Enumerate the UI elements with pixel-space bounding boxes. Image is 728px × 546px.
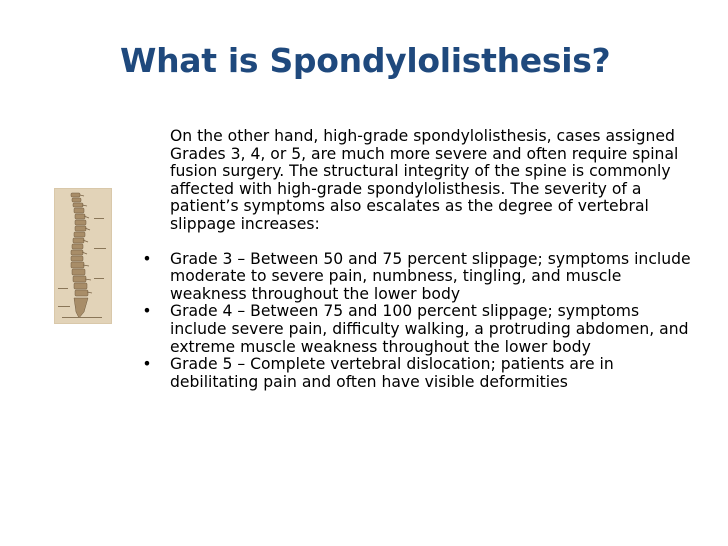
list-item-text: Grade 4 – Between 75 and 100 percent slippage; symptoms include severe pain, difficulty walking, a protruding abdomen, and extreme muscle weakness throughout the lower body	[170, 302, 689, 356]
bullet-icon: •	[142, 249, 152, 268]
slide-title: What is Spondylolisthesis?	[120, 41, 611, 80]
grade-list	[140, 251, 700, 392]
slide-body	[140, 128, 700, 391]
bullet-icon: •	[142, 302, 152, 321]
list-item	[140, 356, 700, 391]
list-item-text: Grade 5 – Complete vertebral dislocation; patients are in debilitating pain and often have visible deformities	[170, 355, 614, 391]
bullet-icon: •	[142, 355, 152, 374]
list-item-text: Grade 3 – Between 50 and 75 percent slippage; symptoms include moderate to severe pain, numbness, tingling, and muscle weakness throughout the lower body	[170, 249, 691, 303]
spine-illustration-icon	[54, 188, 112, 324]
list-item	[140, 251, 700, 304]
intro-paragraph: On the other hand, high-grade spondylolisthesis, cases assigned Grades 3, 4, or 5, are much more severe and often require spinal fusion surgery. The structural integrity of the spine is commonly affected with high-grade spondylolisthesis. The severity of a patient’s symptoms also escalates as the degree of vertebral slippage increases:	[170, 127, 679, 233]
list-item	[140, 303, 700, 356]
